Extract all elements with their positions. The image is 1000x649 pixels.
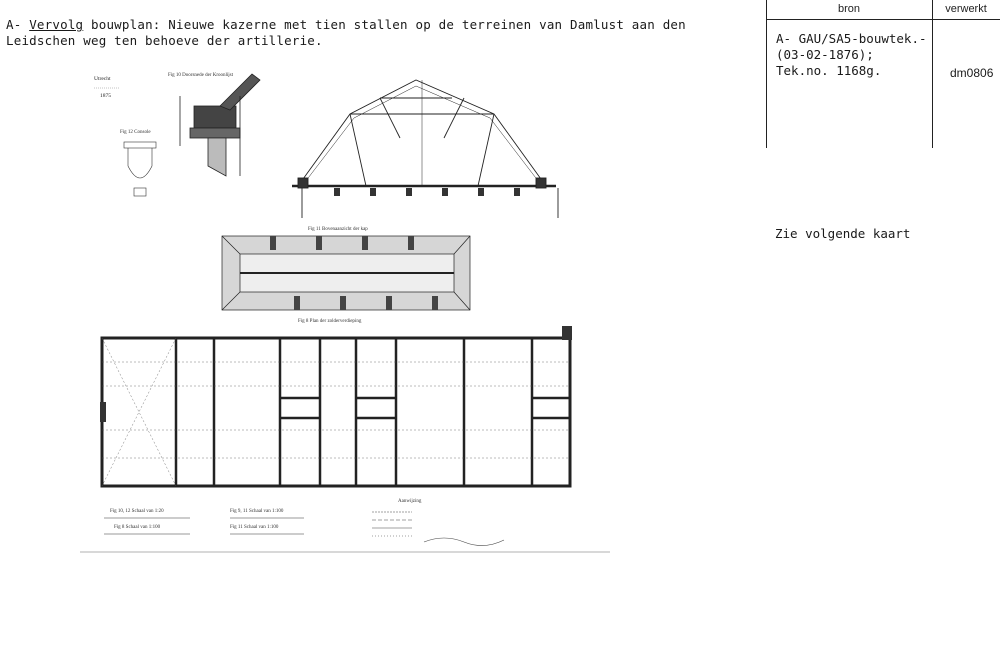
table-header-line bbox=[766, 19, 1000, 20]
bron-line2: (03-02-1876); bbox=[776, 47, 874, 62]
scale-label-2: Fig 8 Schaal van 1:100 bbox=[114, 525, 161, 530]
fig11-label: Fig 11 Bovenaanzicht der kap bbox=[308, 227, 368, 232]
bron-line3: Tek.no. 1168g. bbox=[776, 63, 882, 78]
title-prefix: A- bbox=[6, 17, 30, 32]
table-border-left bbox=[766, 0, 767, 148]
note-text: Zie volgende kaart bbox=[775, 226, 911, 241]
roof-section bbox=[292, 80, 558, 218]
legend-title: Aanwijzing bbox=[398, 499, 422, 504]
scale-label-1: Fig 10, 12 Schaal van 1:20 bbox=[110, 509, 164, 514]
bron-cell bbox=[776, 31, 927, 79]
source-table bbox=[766, 0, 1000, 148]
bron-line1: A- GAU/SA5-bouwtek.- bbox=[776, 31, 927, 46]
floor-plan bbox=[100, 326, 572, 486]
console-detail bbox=[124, 142, 156, 196]
verwerkt-cell: dm0806 bbox=[950, 66, 994, 80]
scale-label-3: Fig 9, 11 Schaal van 1:100 bbox=[230, 509, 284, 514]
signature bbox=[424, 538, 504, 546]
cornice-detail bbox=[180, 74, 260, 176]
stamp-city: Utrecht bbox=[94, 76, 111, 82]
document-title bbox=[6, 17, 686, 49]
architectural-drawing bbox=[80, 66, 620, 576]
stamp-year: 1875 bbox=[100, 93, 111, 99]
title-underlined-word: Vervolg bbox=[29, 17, 84, 32]
header-bron: bron bbox=[837, 3, 861, 15]
fig8-label: Fig 8 Plan der zolderverdieping bbox=[298, 319, 362, 324]
scale-label-4: Fig 11 Schaal van 1:100 bbox=[230, 525, 279, 530]
legend-lines bbox=[372, 512, 412, 536]
fig10-label: Fig 10 Doorsnede der Kroonlijst bbox=[168, 73, 233, 78]
fig12-label: Fig 12 Console bbox=[120, 130, 151, 135]
title-line1: bouwplan: Nieuwe kazerne met tien stallen op de terreinen van Damlust aan den bbox=[83, 17, 686, 32]
table-divider bbox=[932, 0, 933, 148]
title-line2: Leidschen weg ten behoeve der artillerie. bbox=[6, 33, 323, 48]
roof-top-view bbox=[222, 236, 470, 310]
header-verwerkt: verwerkt bbox=[945, 3, 987, 15]
